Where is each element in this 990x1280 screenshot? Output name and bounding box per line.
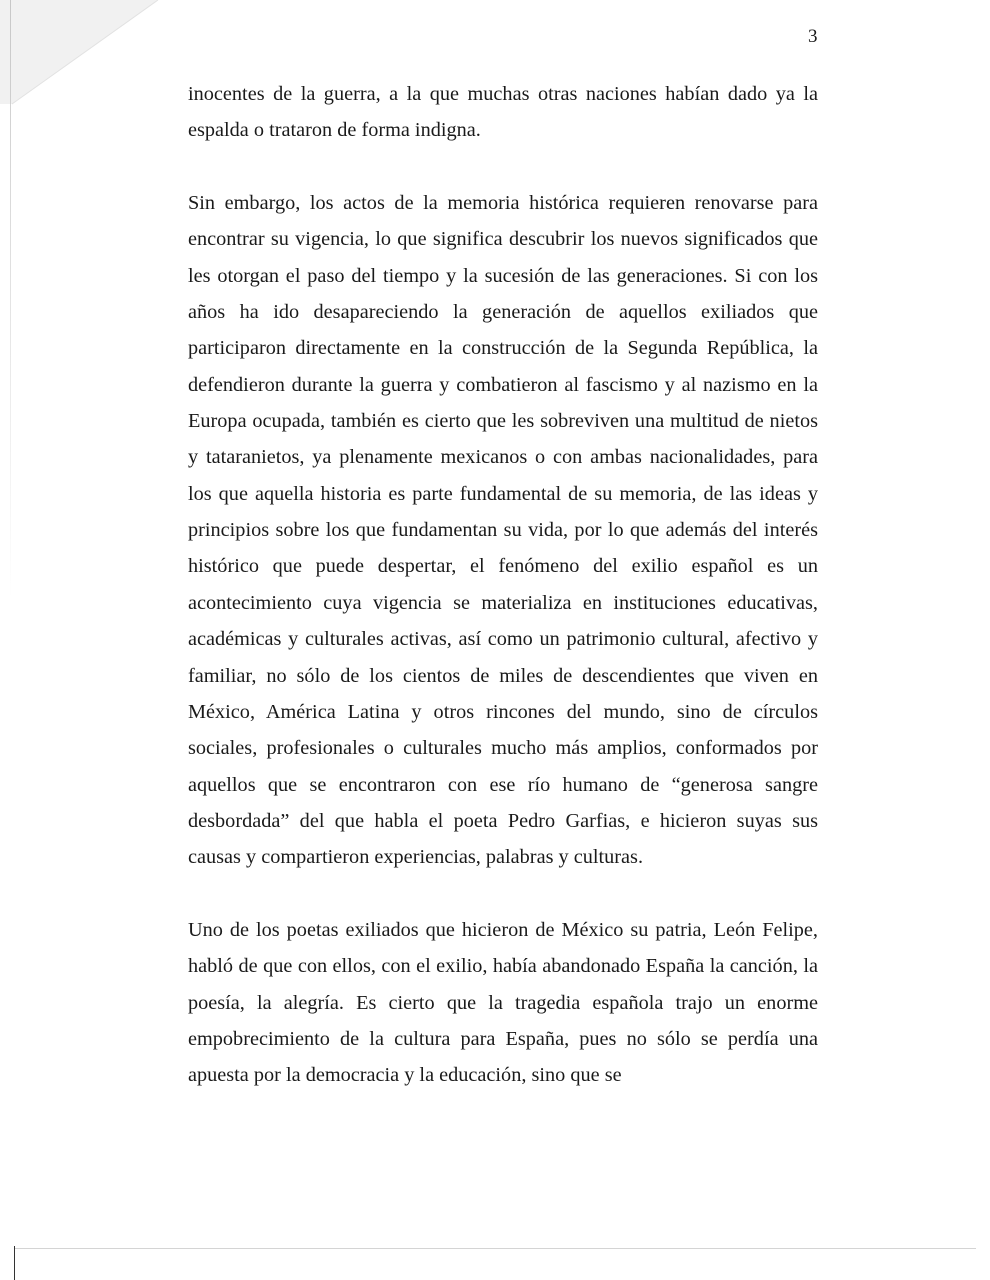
body-text (188, 76, 818, 1094)
paragraph: inocentes de la guerra, a la que muchas otras naciones habían dado ya la espalda o trataron de forma indigna. (188, 83, 818, 142)
scan-bottom-tick (14, 1246, 15, 1280)
page-number: 3 (808, 26, 818, 47)
paragraph: Sin embargo, los actos de la memoria histórica requieren renovarse para encontrar su vigencia, lo que significa descubrir los nuevos significados que les otorgan el paso del tiempo y la sucesión de las generaciones. Si con los años ha ido desapareciendo la generación de aquellos exiliados que participaron directamente en la construcción de la Segunda República, la defendieron durante la guerra y combatieron al fascismo y al nazismo en la Europa ocupada, también es cierto que les sobreviven una multitud de nietos y tataranietos, ya plenamente mexicanos o con ambas nacionalidades, para los que aquella historia es parte fundamental de su memoria, de las ideas y principios sobre los que fundamentan su vida, por lo que además del interés histórico que puede despertar, el fenómeno del exilio español es un acontecimiento cuya vigencia se materializa en instituciones educativas, académicas y culturales activas, así como un patrimonio cultural, afectivo y familiar, no sólo de los cientos de miles de descendientes que viven en México, América Latina y otros rincones del mundo, sino de círculos sociales, profesionales o culturales mucho más amplios, conformados por aquellos que se encontraron con ese río humano de “generosa sangre desbordada” del que habla el poeta Pedro Garfias, e hicieron suyas sus causas y compartieron experiencias, palabras y culturas. (188, 192, 818, 869)
paragraph: Uno de los poetas exiliados que hicieron de México su patria, León Felipe, habló de que con ellos, con el exilio, había abandonado España la canción, la poesía, la alegría. Es cierto que la tragedia española trajo un enorme empobrecimiento de la cultura para España, pues no sólo se perdía una apuesta por la democracia y la educación, sino que se (188, 918, 818, 1087)
scan-left-edge (10, 0, 11, 600)
scan-bottom-edge (14, 1248, 976, 1249)
page-corner-fold (0, 0, 160, 110)
